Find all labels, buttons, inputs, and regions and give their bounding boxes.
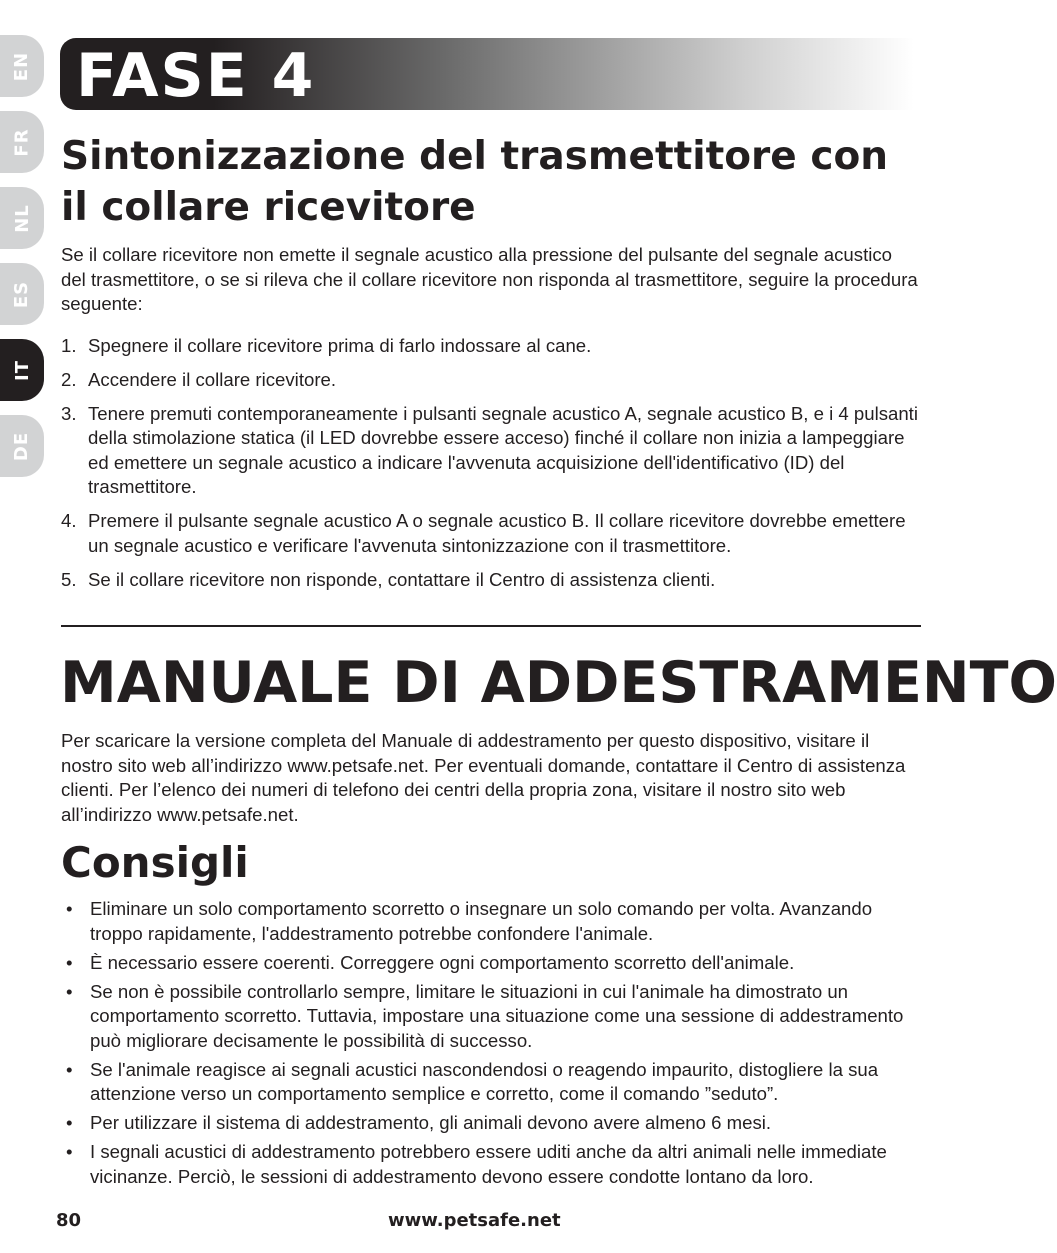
list-item: • È necessario essere coerenti. Correggere ogni comportamento scorretto dell'animale. <box>61 951 921 976</box>
list-item: • Eliminare un solo comportamento scorretto o insegnare un solo comando per volta. Avanzando troppo rapidamente, l'addestramento potrebbe confondere l'animale. <box>61 897 921 946</box>
lang-tab-de[interactable] <box>0 415 44 477</box>
lang-tab-label: NL <box>11 203 33 233</box>
lang-tab-label: DE <box>11 431 33 461</box>
list-item-number: 5. <box>61 568 77 590</box>
step-heading: Sintonizzazione del trasmettitore con il collare ricevitore <box>61 134 888 230</box>
list-item-text: Premere il pulsante segnale acustico A o segnale acustico B. Il collare ricevitore dovrebbe emettere un segnale acustico e verificare l'avvenuta sintonizzazione con il trasmettitore. <box>88 510 906 556</box>
list-item <box>61 402 921 500</box>
list-item-text: Tenere premuti contemporaneamente i pulsanti segnale acustico A, segnale acustico B, e i 4 pulsanti della stimolazione statica (il LED dovrebbe essere acceso) finché il collare non inizia a lampeggiare ed emettere un segnale acustico a indicare l'avvenuta acquisizione dell'identificativo (ID) del trasmettitore. <box>88 402 918 497</box>
list-item-number: 3. <box>61 402 77 424</box>
list-item <box>61 334 921 359</box>
page-number: 80 <box>56 1210 82 1231</box>
lang-tab-label: EN <box>11 51 33 81</box>
language-tabs <box>0 35 44 491</box>
lang-tab-es[interactable] <box>0 263 44 325</box>
footer-url[interactable]: www.petsafe.net <box>388 1210 561 1231</box>
list-item-number: 4. <box>61 510 77 531</box>
list-item <box>61 368 921 393</box>
section-divider <box>61 625 921 627</box>
step-list <box>61 334 921 593</box>
lang-tab-en[interactable] <box>0 35 44 97</box>
lang-tab-fr[interactable] <box>0 111 44 173</box>
step-intro: Se il collare ricevitore non emette il segnale acustico alla pressione del pulsante del segnale acustico del trasmettitore, o se si rileva che il collare ricevitore non risponda al trasmettitore, seguire la procedura seguente: <box>61 244 918 314</box>
manual-title: MANUALE DI ADDESTRAMENTO <box>60 650 1057 716</box>
step-section <box>61 131 921 602</box>
list-item: • I segnali acustici di addestramento potrebbero essere uditi anche da altri animali nelle immediate vicinanze. Perciò, le sessioni di addestramento devono essere condotte lontano da loro. <box>61 1140 921 1189</box>
tips-section <box>61 838 921 1194</box>
manual-section <box>61 729 921 827</box>
list-item: • Se l'animale reagisce ai segnali acustici nascondendosi o reagendo impaurito, distogliere la sua attenzione verso un comportamento semplice e corretto, come il comando ”seduto”. <box>61 1058 921 1107</box>
lang-tab-label: IT <box>11 359 33 381</box>
step-title: FASE 4 <box>76 41 316 111</box>
step-banner <box>60 38 914 110</box>
tips-list <box>61 897 921 1189</box>
lang-tab-it[interactable] <box>0 339 44 401</box>
lang-tab-label: ES <box>11 280 33 308</box>
list-item: • Se non è possibile controllarlo sempre, limitare le situazioni in cui l'animale ha dimostrato un comportamento scorretto. Tuttavia, impostare una situazione come una sessione di addestramento può migliorare decisamente le possibilità di successo. <box>61 980 921 1054</box>
lang-tab-label: FR <box>11 127 33 157</box>
list-item <box>61 568 921 593</box>
lang-tab-nl[interactable] <box>0 187 44 249</box>
list-item-text: Se il collare ricevitore non risponde, contattare il Centro di assistenza clienti. <box>88 568 716 590</box>
page-footer <box>0 1210 954 1236</box>
list-item <box>61 509 921 558</box>
list-item: • Per utilizzare il sistema di addestramento, gli animali devono avere almeno 6 mesi. <box>61 1111 921 1136</box>
tips-title: Consigli <box>61 838 249 887</box>
list-item-number: 1. <box>61 334 77 356</box>
list-item-text: Accendere il collare ricevitore. <box>88 368 337 390</box>
list-item-number: 2. <box>61 368 77 390</box>
list-item-text: Spegnere il collare ricevitore prima di farlo indossare al cane. <box>88 334 592 356</box>
manual-intro: Per scaricare la versione completa del Manuale di addestramento per questo dispositivo, visitare il nostro sito web all’indirizzo www.petsafe.net. Per eventuali domande, contattare il Centro di assistenza clienti. Per l’elenco dei numeri di telefono dei centri della propria zona, visitare il nostro sito web all’indirizzo www.petsafe.net. <box>61 730 906 825</box>
